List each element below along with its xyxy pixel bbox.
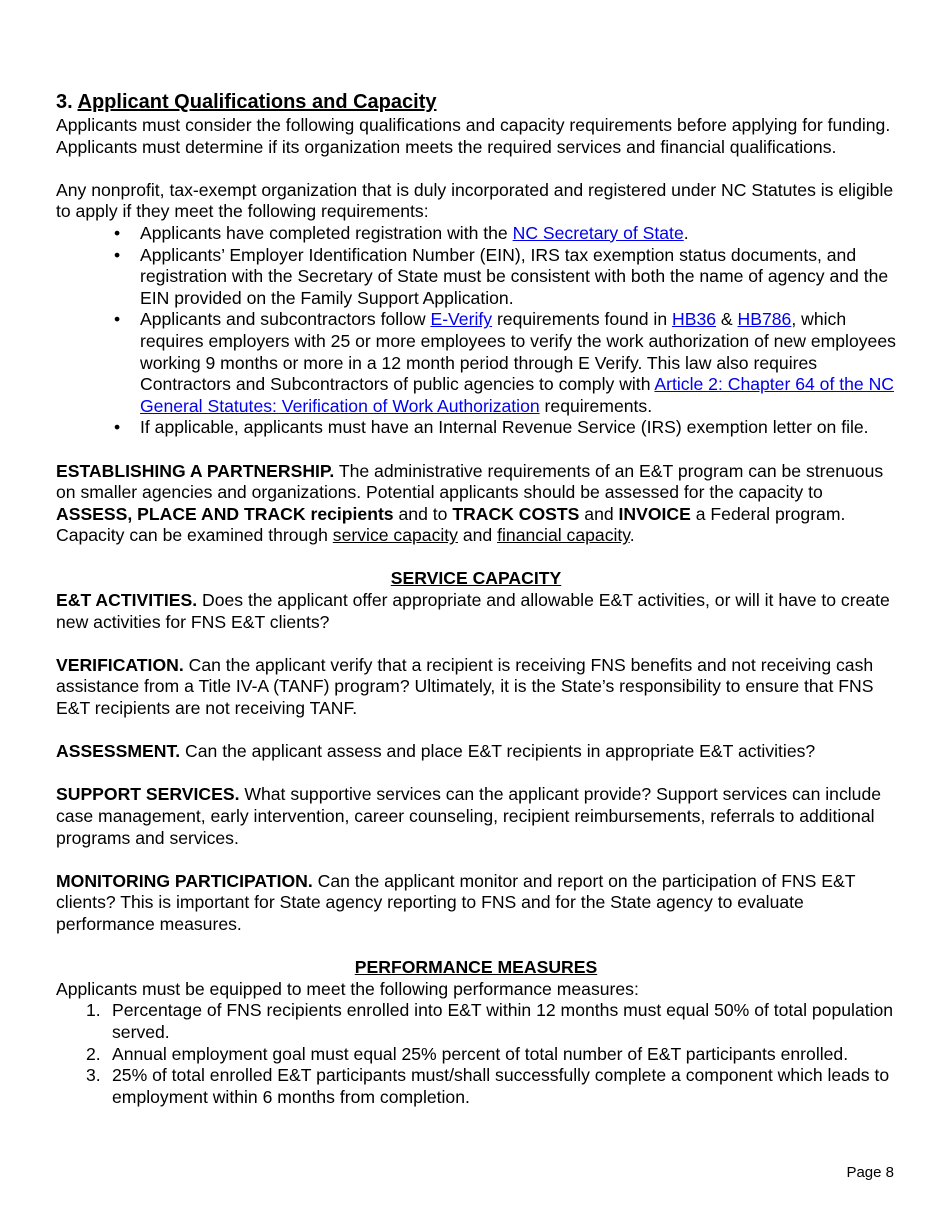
article-2-chapter-64-link[interactable]: Article 2: Chapter 64 of the NC General Statutes: Verification of Work Authorization: [140, 374, 894, 416]
list-item: • Applicants and subcontractors follow E-Verify requirements found in HB36 & HB786, which requires employers with 25 or more employees to verify the work authorization of new employees working 9 months or more in a 12 month period through E Verify. This law also requires Contractors and Subcontractors of public agencies to comply with Article 2: Chapter 64 of the NC General Statutes: Verification of Work Authorization requirements.: [140, 309, 896, 417]
list-item: 2. Annual employment goal must equal 25% percent of total number of E&T participants enrolled.: [86, 1043, 849, 1064]
assessment-paragraph: ASSESSMENT. Can the applicant assess and place E&T recipients in appropriate E&T activities?: [56, 741, 816, 762]
verification-paragraph: VERIFICATION. Can the applicant verify that a recipient is receiving FNS benefits and not receiving cash assistance from a Title IV-A (TANF) program? Ultimately, it is the State’s responsibility to ensure that FNS E&T recipients are not receiving TANF.: [56, 654, 874, 719]
list-item: 3. 25% of total enrolled E&T participants must/shall successfully complete a component which leads to employment within 6 months from completion.: [86, 1065, 890, 1107]
list-item: 1. Percentage of FNS recipients enrolled into E&T within 12 months must equal 50% of total population served.: [86, 1000, 894, 1042]
intro-paragraph: Applicants must consider the following qualifications and capacity requirements before applying for funding. Applicants must determine if its organization meets the required services and financial qualifications.: [56, 115, 891, 157]
hb786-link[interactable]: HB786: [737, 309, 792, 330]
section-title: Applicant Qualifications and Capacity: [77, 91, 437, 113]
monitoring-participation-paragraph: MONITORING PARTICIPATION. Can the applicant monitor and report on the participation of FNS E&T clients? This is important for State agency reporting to FNS and for the State agency to evaluate performance measures.: [56, 870, 856, 934]
performance-list: [56, 1000, 896, 1108]
nc-secretary-of-state-link[interactable]: NC Secretary of State: [512, 222, 684, 243]
section-number: 3.: [56, 91, 73, 113]
section-heading: [56, 89, 896, 115]
list-item: • Applicants’ Employer Identification Number (EIN), IRS tax exemption status documents, and registration with the Secretary of State must be consistent with both the name of agency and the EIN provided on the Family Support Application.: [140, 245, 896, 310]
page-number: Page 8: [846, 1164, 894, 1181]
performance-intro: Applicants must be equipped to meet the following performance measures:: [56, 978, 639, 999]
list-item: • Applicants have completed registration with the NC Secretary of State.: [140, 223, 896, 245]
list-item: • If applicable, applicants must have an Internal Revenue Service (IRS) exemption letter on file.: [140, 417, 896, 439]
performance-measures-heading: PERFORMANCE MEASURES: [354, 957, 598, 978]
et-activities-paragraph: E&T ACTIVITIES. Does the applicant offer appropriate and allowable E&T activities, or will it have to create new activities for FNS E&T clients?: [56, 590, 890, 632]
hb36-link[interactable]: HB36: [672, 309, 717, 330]
partnership-paragraph: ESTABLISHING A PARTNERSHIP. The administrative requirements of an E&T program can be strenuous on smaller agencies and organizations. Potential applicants should be assessed for the capacity to ASSESS, PLACE AND TRACK recipients and to TRACK COSTS and INVOICE a Federal program. Capacity can be examined through service capacity and financial capacity.: [56, 460, 884, 546]
service-capacity-heading: SERVICE CAPACITY: [390, 568, 562, 589]
e-verify-link[interactable]: E-Verify: [430, 309, 493, 330]
document-page: [56, 89, 896, 1108]
requirements-list: [56, 223, 896, 439]
support-services-paragraph: SUPPORT SERVICES. What supportive services can the applicant provide? Support services can include case management, early intervention, career counseling, recipient reimbursements, referrals to additional programs and services.: [56, 784, 882, 848]
eligibility-paragraph: Any nonprofit, tax-exempt organization that is duly incorporated and registered under NC Statutes is eligible to apply if they meet the following requirements:: [56, 179, 894, 222]
